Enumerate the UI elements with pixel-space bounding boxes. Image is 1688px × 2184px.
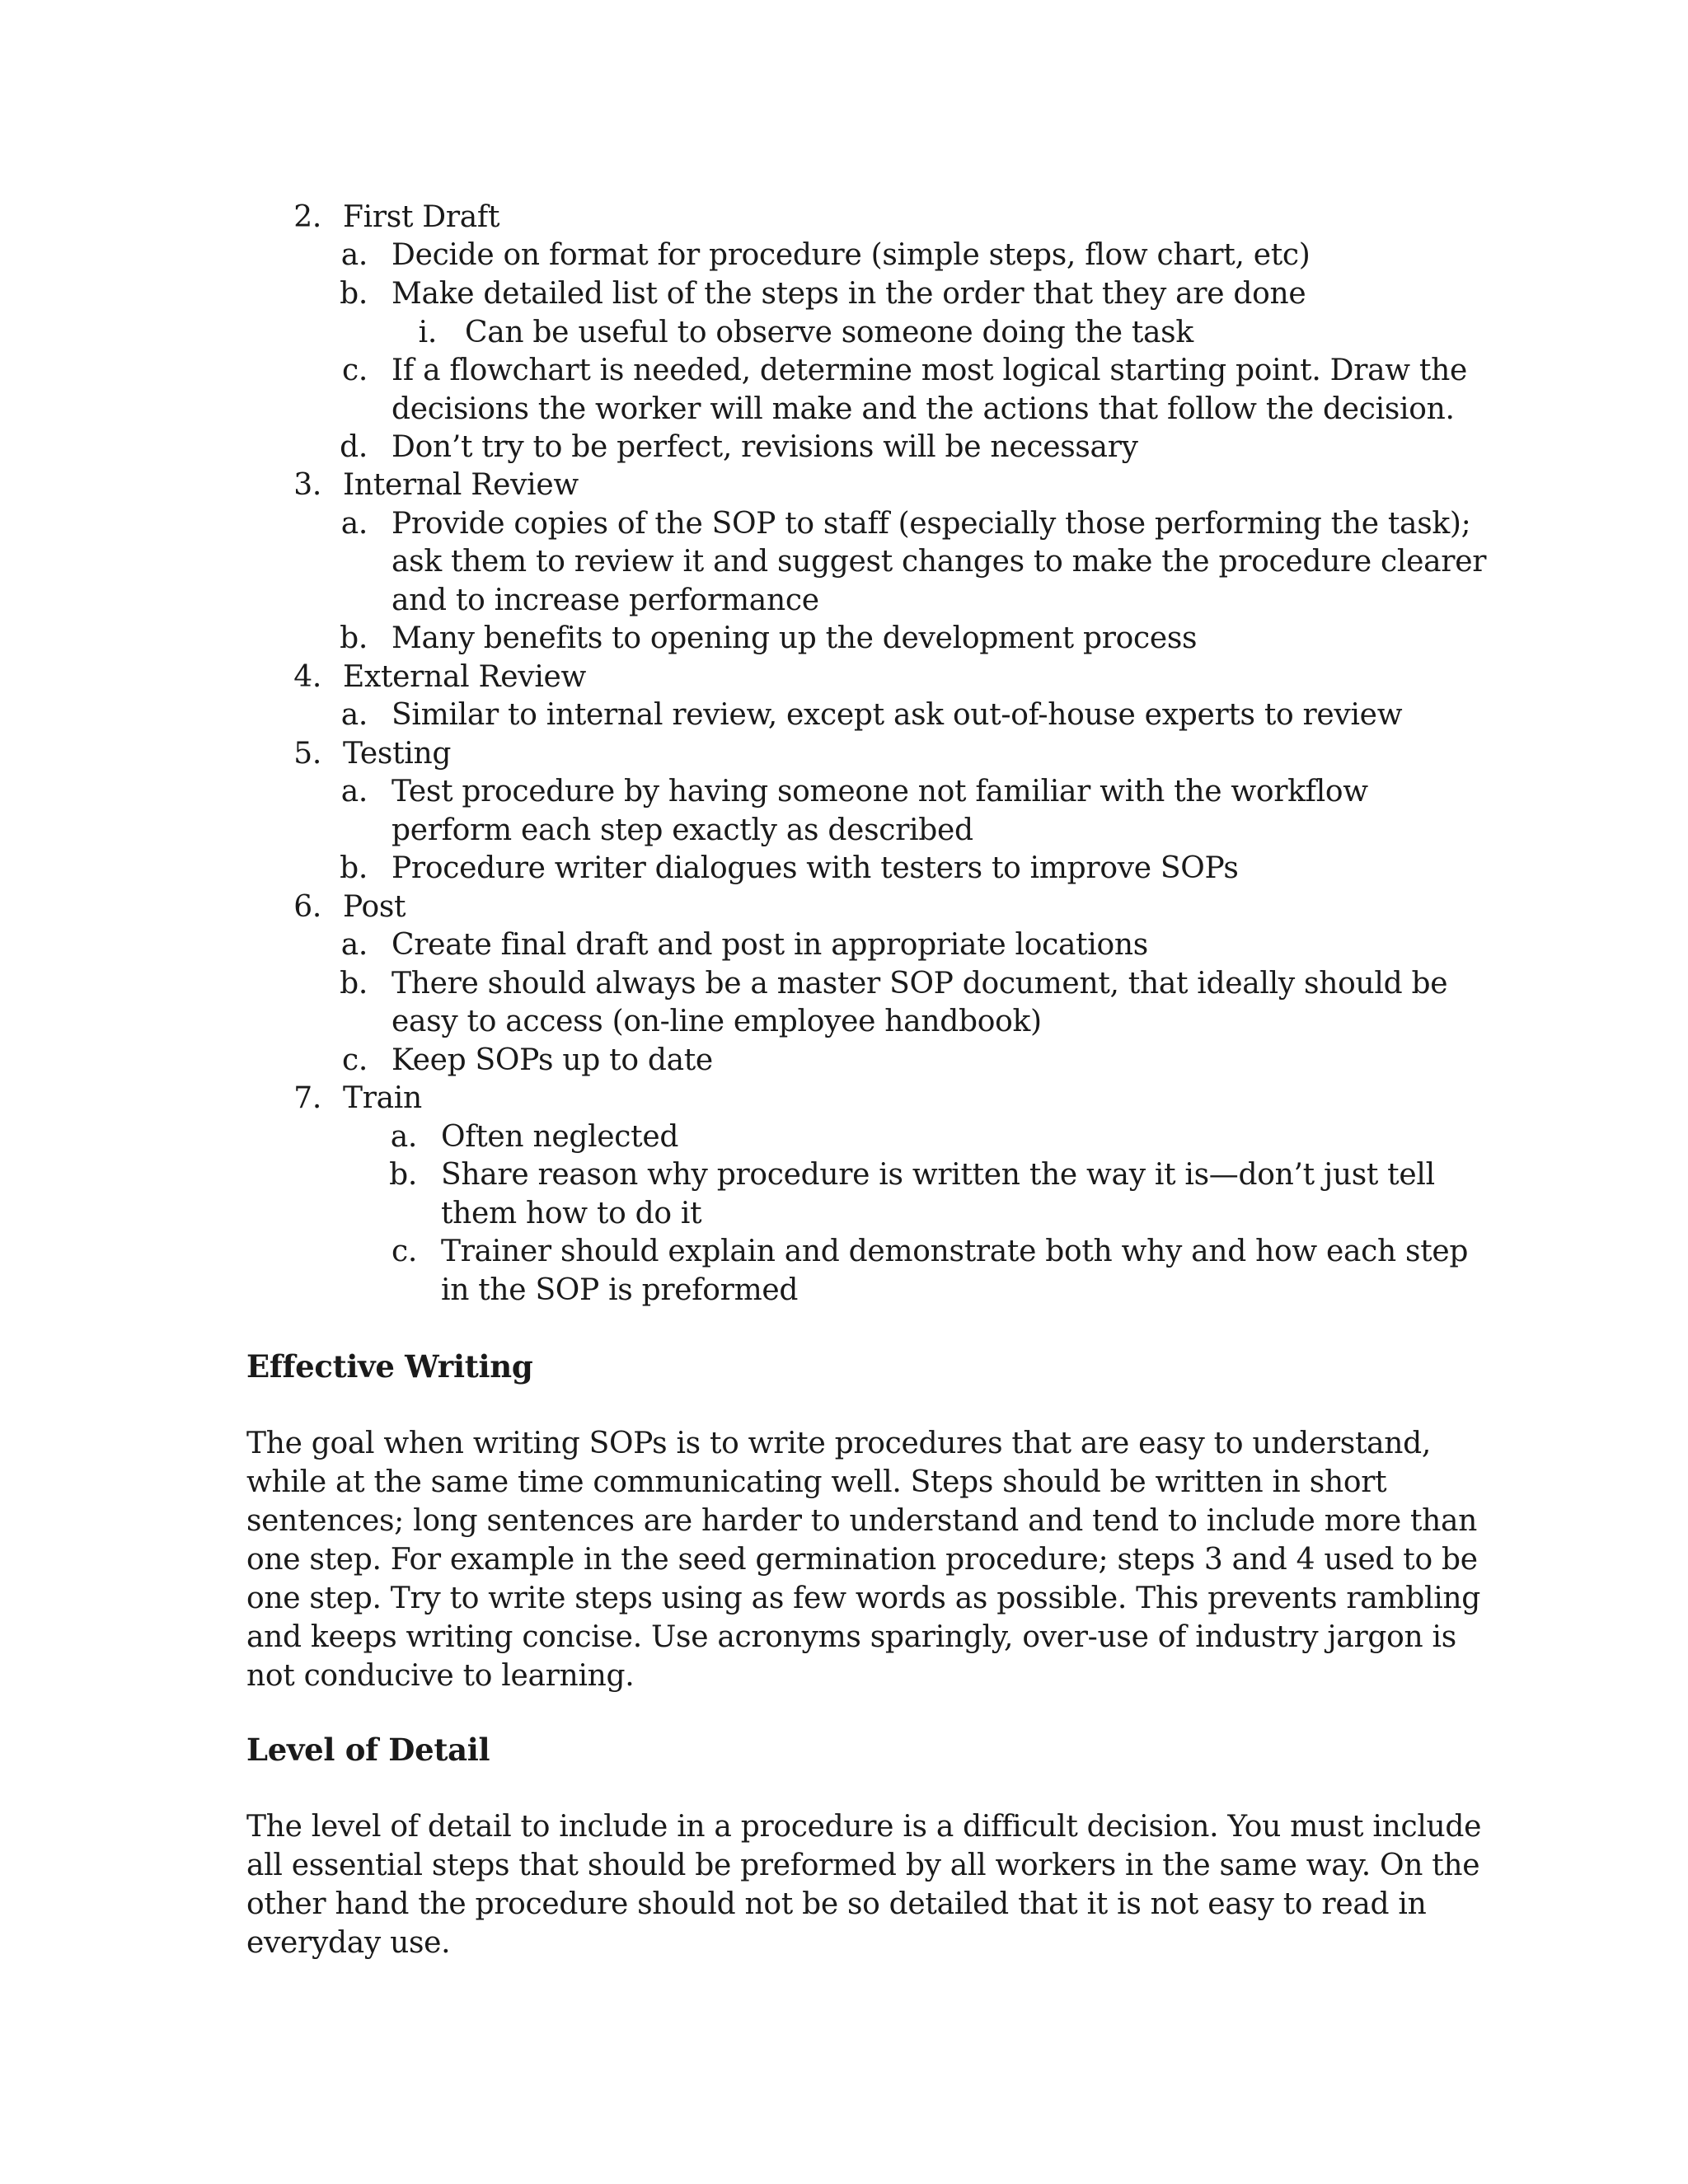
sublist-item: Many benefits to opening up the development process	[392, 621, 1198, 655]
paragraph-line: The level of detail to include in a procedure is a difficult decision. You must include	[246, 1810, 1482, 1844]
paragraph-line: everyday use.	[246, 1926, 451, 1960]
sublist-marker: b.	[340, 967, 368, 1001]
list-number-2: 2.	[293, 200, 321, 234]
sublist-marker: c.	[341, 354, 368, 387]
sublist-item: Test procedure by having someone not familiar with the workflow	[392, 775, 1368, 808]
sublist-marker: b.	[340, 851, 368, 885]
paragraph-line: one step. Try to write steps using as few words as possible. This prevents rambling	[246, 1582, 1481, 1615]
sublist-item-continued: decisions the worker will make and the actions that follow the decision.	[392, 392, 1455, 426]
paragraph-line: and keeps writing concise. Use acronyms sparingly, over-use of industry jargon is	[246, 1620, 1456, 1654]
sublist-marker: a.	[340, 775, 368, 808]
sublist-item: Trainer should explain and demonstrate both why and how each step	[441, 1235, 1469, 1268]
sublist-marker: c.	[391, 1235, 417, 1268]
sublist-marker: b.	[340, 277, 368, 311]
heading-level-of-detail: Level of Detail	[246, 1732, 490, 1768]
list-number-5: 5.	[293, 737, 321, 771]
list-number-7: 7.	[293, 1081, 321, 1115]
sublist-item: There should always be a master SOP document, that ideally should be	[392, 967, 1448, 1001]
sublist-item: Similar to internal review, except ask out-of-house experts to review	[392, 698, 1403, 732]
list-number-3: 3.	[293, 468, 321, 502]
sublist-item: Procedure writer dialogues with testers to improve SOPs	[392, 851, 1239, 885]
list-item-first-draft: First Draft	[343, 200, 500, 234]
paragraph-level-of-detail	[246, 1807, 1481, 1962]
sublist-marker: b.	[389, 1158, 417, 1192]
sublist-item-continued: them how to do it	[441, 1197, 702, 1230]
list-item-post: Post	[343, 890, 406, 924]
paragraph-effective-writing	[246, 1424, 1480, 1695]
sublist-marker: a.	[340, 238, 368, 272]
sublist-marker: d.	[340, 430, 368, 464]
sublist-item-continued: in the SOP is preformed	[441, 1273, 799, 1307]
paragraph-line: all essential steps that should be preformed by all workers in the same way. On the	[246, 1849, 1480, 1882]
paragraph-line: one step. For example in the seed germination procedure; steps 3 and 4 used to be	[246, 1543, 1478, 1577]
list-item-testing: Testing	[343, 737, 452, 771]
sublist-marker: a.	[390, 1120, 417, 1154]
sublist-item: Create final draft and post in appropriate locations	[392, 928, 1148, 962]
sublist-marker: a.	[340, 928, 368, 962]
sublist-item: Provide copies of the SOP to staff (especially those performing the task);	[392, 507, 1471, 541]
sublist-item-continued: and to increase performance	[392, 583, 819, 617]
list-item-internal-review: Internal Review	[343, 468, 579, 502]
sublist-item: Share reason why procedure is written the way it is—don’t just tell	[441, 1158, 1435, 1192]
sublist-item-continued: ask them to review it and suggest changes to make the procedure clearer	[392, 545, 1487, 579]
sublist-item-continued: perform each step exactly as described	[392, 813, 973, 847]
paragraph-line: while at the same time communicating well. Steps should be written in short	[246, 1465, 1387, 1499]
heading-effective-writing: Effective Writing	[246, 1348, 533, 1385]
sublist-marker: a.	[340, 507, 368, 541]
paragraph-line: other hand the procedure should not be so detailed that it is not easy to read in	[246, 1887, 1427, 1921]
sublist-item: Often neglected	[441, 1120, 679, 1154]
sublist-item: Don’t try to be perfect, revisions will be necessary	[392, 430, 1138, 464]
subsublist-item: Can be useful to observe someone doing the task	[465, 316, 1193, 349]
sublist-item: If a flowchart is needed, determine most logical starting point. Draw the	[392, 354, 1467, 387]
list-item-train: Train	[343, 1081, 422, 1115]
sublist-marker: a.	[340, 698, 368, 732]
sublist-marker: c.	[341, 1043, 368, 1077]
sublist-marker: b.	[340, 621, 368, 655]
paragraph-line: sentences; long sentences are harder to understand and tend to include more than	[246, 1504, 1478, 1538]
paragraph-line: The goal when writing SOPs is to write procedures that are easy to understand,	[246, 1427, 1432, 1460]
sublist-item: Decide on format for procedure (simple steps, flow chart, etc)	[392, 238, 1311, 272]
paragraph-line: not conducive to learning.	[246, 1659, 635, 1693]
sublist-item: Keep SOPs up to date	[392, 1043, 713, 1077]
list-item-external-review: External Review	[343, 660, 587, 694]
subsublist-marker: i.	[418, 316, 437, 349]
list-number-4: 4.	[293, 660, 321, 694]
sublist-item-continued: easy to access (on-line employee handbook)	[392, 1005, 1042, 1038]
sublist-item: Make detailed list of the steps in the order that they are done	[392, 277, 1306, 311]
list-number-6: 6.	[293, 890, 321, 924]
